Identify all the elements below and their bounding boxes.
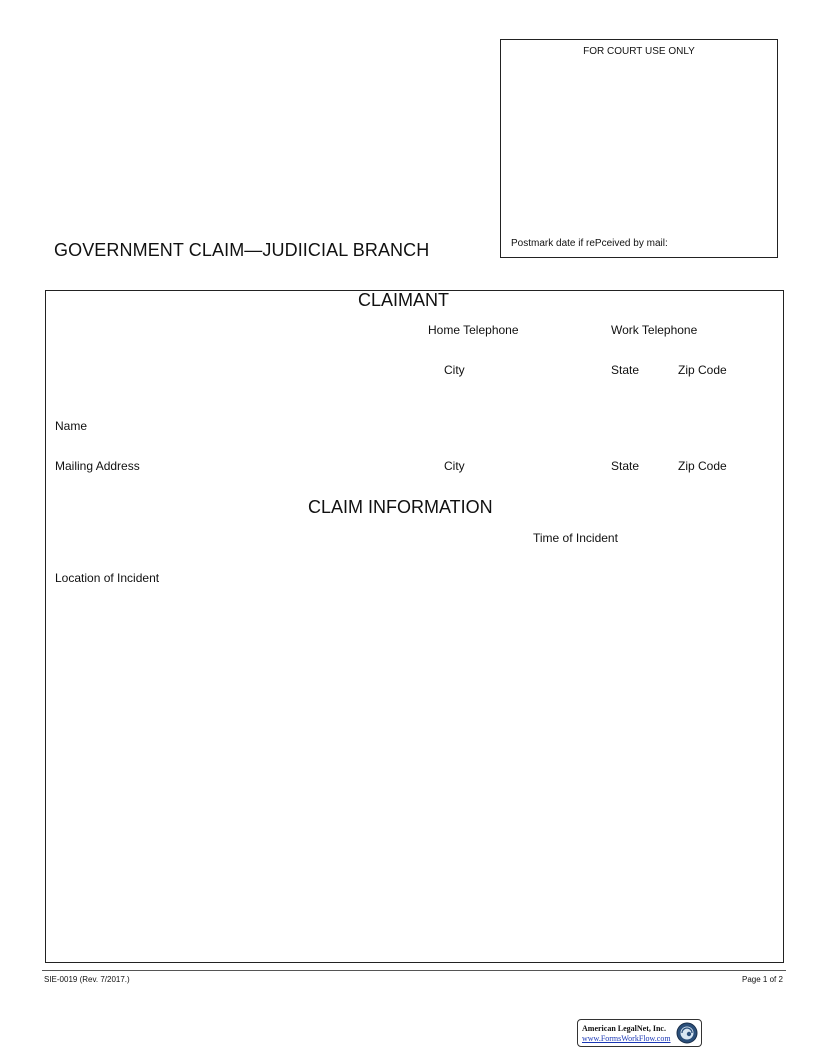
footer-rule — [42, 970, 786, 971]
mailing-city-label: City — [444, 459, 465, 473]
claimant-heading: CLAIMANT — [358, 290, 450, 310]
claim-form-box — [45, 290, 784, 963]
time-of-incident-label: Time of Incident — [533, 531, 618, 545]
publisher-url-link[interactable]: www.FormsWorkFlow.com — [582, 1034, 671, 1043]
zip-code-label: Zip Code — [678, 363, 727, 377]
court-use-box — [500, 39, 778, 258]
home-telephone-label: Home Telephone — [428, 323, 519, 337]
publisher-name: American LegalNet, Inc. — [582, 1024, 666, 1033]
form-number: SIE-0019 (Rev. 7/2017.) — [44, 975, 130, 984]
location-of-incident-label: Location of Incident — [55, 571, 160, 585]
city-label: City — [444, 363, 465, 377]
mailing-address-label: Mailing Address — [55, 459, 140, 473]
work-telephone-label: Work Telephone — [611, 323, 698, 337]
mailing-zip-code-label: Zip Code — [678, 459, 727, 473]
state-label: State — [611, 363, 640, 377]
form-title: GOVERNMENT CLAIM—JUDIICIAL BRANCH — [54, 240, 430, 260]
name-label: Name — [55, 419, 88, 433]
mailing-state-label: State — [611, 459, 640, 473]
page-number: Page 1 of 2 — [742, 975, 783, 984]
court-use-title: FOR COURT USE ONLY — [583, 46, 695, 57]
publisher-badge[interactable] — [577, 1019, 702, 1047]
globe-icon — [676, 1022, 698, 1044]
postmark-date-label: Postmark date if rePceived by mail: — [511, 238, 668, 249]
claim-information-heading: CLAIM INFORMATION — [308, 497, 493, 517]
